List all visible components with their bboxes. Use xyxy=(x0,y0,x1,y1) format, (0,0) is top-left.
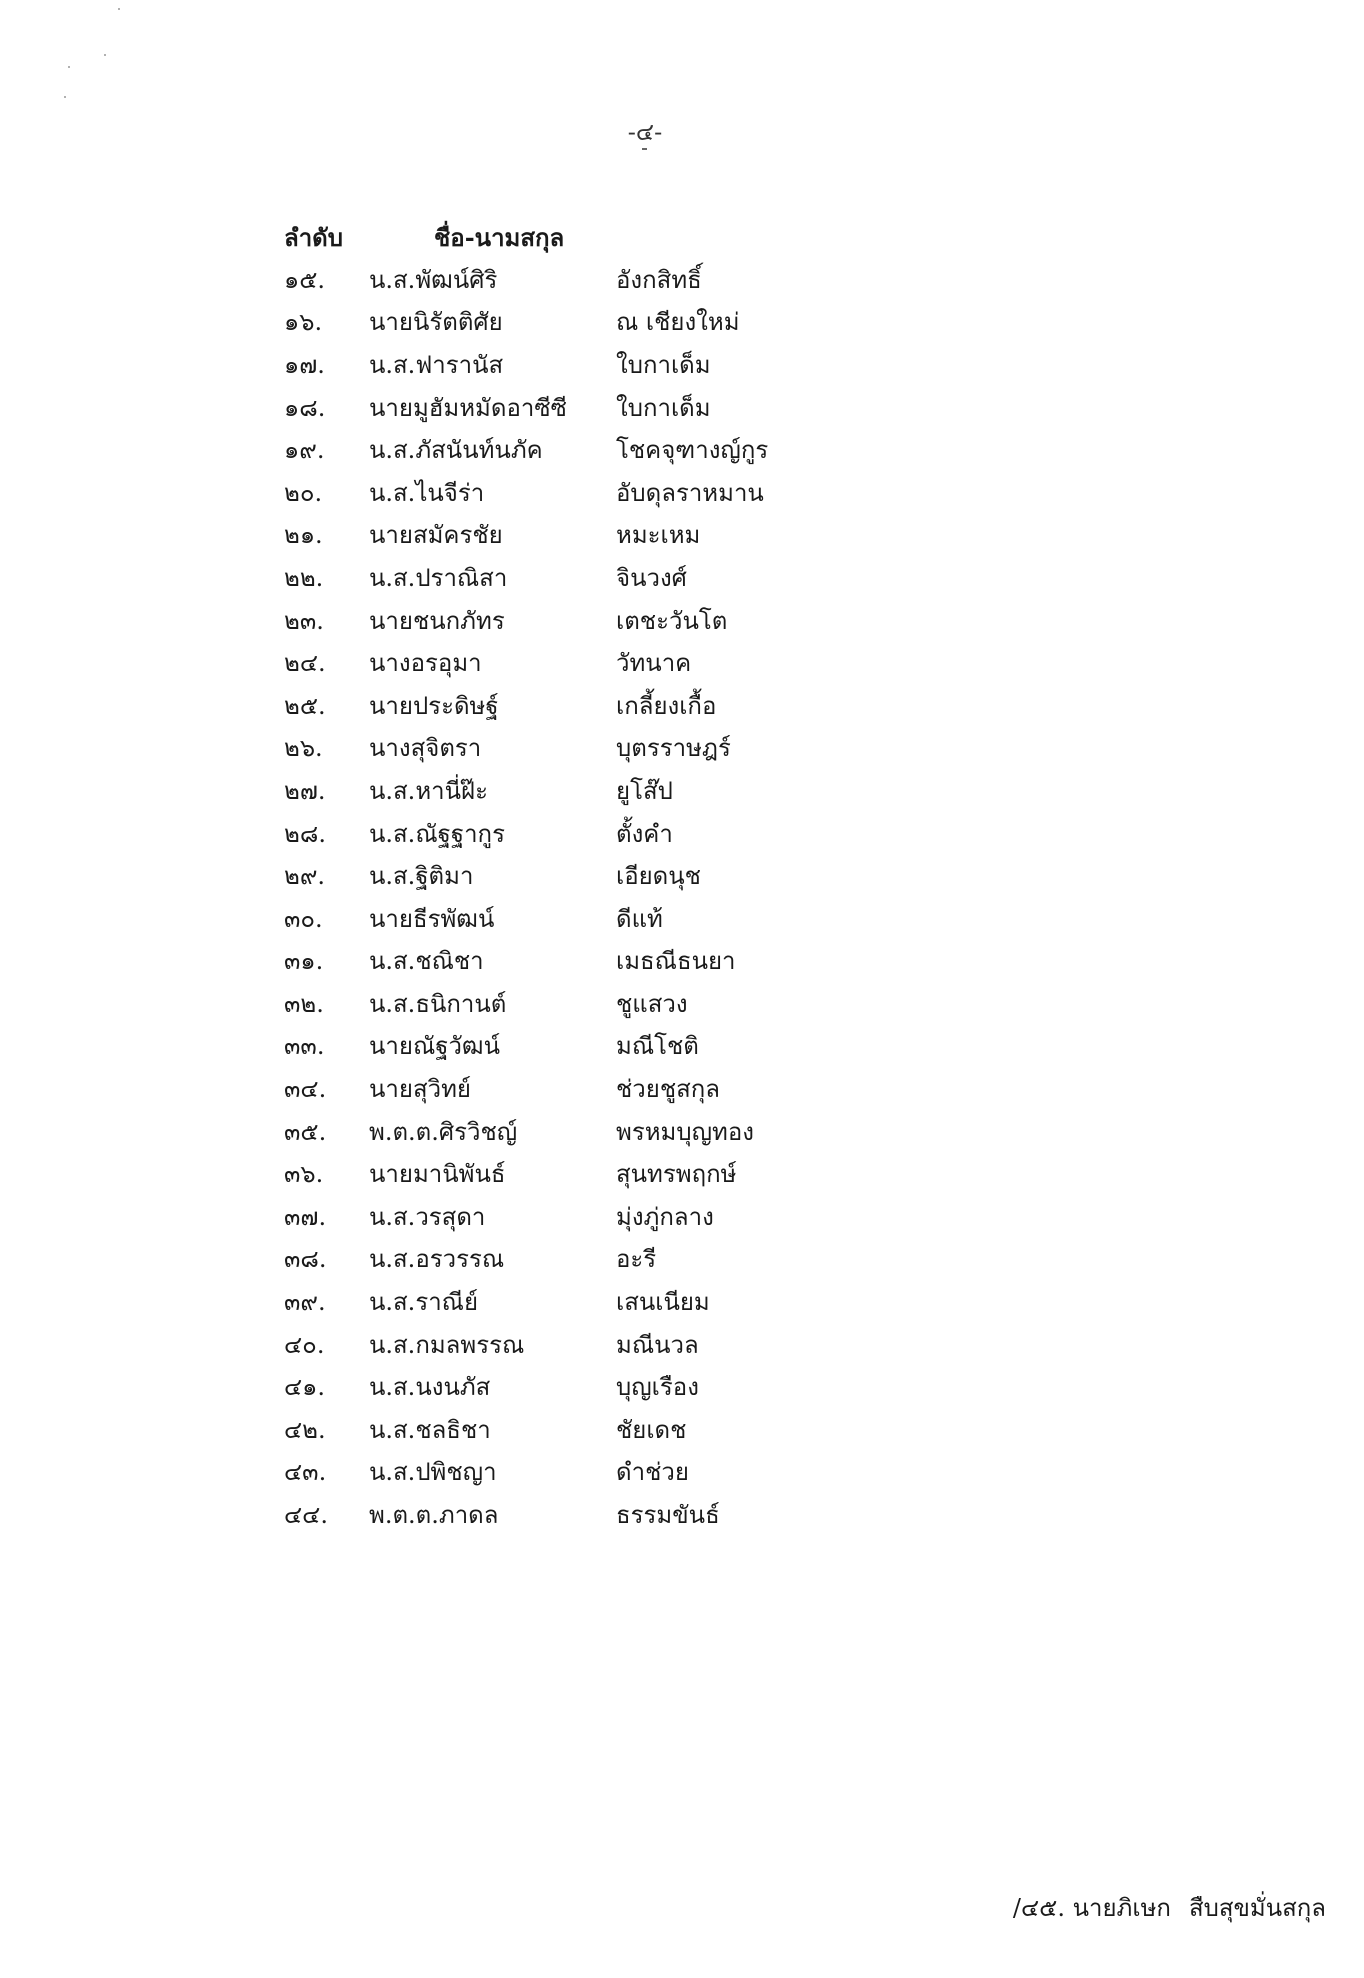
first-name: น.ส.ปพิชญา xyxy=(369,1458,497,1487)
roster-row xyxy=(280,301,920,344)
roster-row xyxy=(280,1280,920,1323)
last-name: อังกสิทธิ์ xyxy=(616,265,702,294)
order-number: ๒๙. xyxy=(284,862,326,891)
name-roster xyxy=(280,216,920,1536)
order-number: ๒๘. xyxy=(284,819,326,848)
last-name: ตั้งคำ xyxy=(616,819,673,848)
first-name: น.ส.ชลธิชา xyxy=(369,1415,491,1444)
order-number: ๔๔. xyxy=(284,1501,328,1530)
order-number: ๓๓. xyxy=(284,1032,325,1061)
first-name: นางอรอุมา xyxy=(369,649,482,678)
first-name: น.ส.ไนจีร่า xyxy=(369,478,485,507)
order-number: ๑๗. xyxy=(284,350,325,379)
order-number: ๒๐. xyxy=(284,478,323,507)
first-name: น.ส.ชณิชา xyxy=(369,947,484,976)
roster-row xyxy=(280,1110,920,1153)
last-name: สุนทรพฤกษ์ xyxy=(616,1160,737,1189)
order-number: ๓๕. xyxy=(284,1117,327,1146)
roster-row xyxy=(280,514,920,557)
last-name: ดำช่วย xyxy=(616,1458,689,1487)
first-name: น.ส.ราณีย์ xyxy=(369,1288,479,1317)
last-name: โชคจุฑางญ์กูร xyxy=(616,436,769,465)
last-name: ใบกาเด็ม xyxy=(616,350,711,379)
roster-row xyxy=(280,727,920,770)
order-number: ๓๔. xyxy=(284,1075,327,1104)
order-number: ๒๕. xyxy=(284,691,326,720)
first-name: น.ส.พัฒน์ศิริ xyxy=(369,265,498,294)
order-number: ๓๖. xyxy=(284,1160,324,1189)
order-number: ๒๑. xyxy=(284,521,323,550)
roster-row xyxy=(280,684,920,727)
continuation-first-name: นายภิเษก xyxy=(1072,1894,1171,1922)
header-name-label: ชื่อ-นามสกุล xyxy=(434,222,565,252)
roster-row xyxy=(280,599,920,642)
next-page-continuation xyxy=(1013,1888,1326,1927)
first-name: น.ส.ภัสนันท์นภัค xyxy=(369,436,543,465)
last-name: พรหมบุญทอง xyxy=(616,1117,754,1146)
order-number: ๒๒. xyxy=(284,563,324,592)
scan-speck xyxy=(64,96,66,98)
continuation-last-name: สืบสุขมั่นสกุล xyxy=(1188,1894,1326,1922)
order-number: ๓๙. xyxy=(284,1288,326,1317)
first-name: น.ส.กมลพรรณ xyxy=(369,1330,525,1359)
last-name: บุญเรือง xyxy=(616,1373,699,1402)
last-name: อะรี xyxy=(616,1245,657,1274)
roster-row xyxy=(280,854,920,897)
order-number: ๑๕. xyxy=(284,265,326,294)
last-name: ธรรมขันธ์ xyxy=(616,1501,720,1530)
first-name: นายชนกภัทร xyxy=(369,606,505,635)
continuation-number: /๔๕. xyxy=(1012,1894,1065,1922)
first-name: นายสุวิทย์ xyxy=(369,1075,471,1104)
last-name: ใบกาเด็ม xyxy=(616,393,711,422)
first-name: นายนิรัตติศัย xyxy=(369,308,503,337)
first-name: นายธีรพัฒน์ xyxy=(369,904,495,933)
order-number: ๑๘. xyxy=(284,393,326,422)
last-name: ณ เชียงใหม่ xyxy=(616,308,740,337)
last-name: ดีแท้ xyxy=(616,904,663,933)
scan-speck xyxy=(68,66,70,68)
roster-row xyxy=(280,1025,920,1068)
first-name: น.ส.ธนิกานต์ xyxy=(369,989,507,1018)
roster-row xyxy=(280,1067,920,1110)
order-number: ๓๐. xyxy=(284,904,323,933)
last-name: มณีโชติ xyxy=(616,1032,699,1061)
last-name: เตชะวันโต xyxy=(616,606,728,635)
first-name: น.ส.อรวรรณ xyxy=(369,1245,505,1274)
last-name: เมธณีธนยา xyxy=(616,947,736,976)
last-name: ชัยเดช xyxy=(616,1415,687,1444)
roster-row xyxy=(280,258,920,301)
last-name: เสนเนียม xyxy=(616,1288,710,1317)
first-name: นายสมัครชัย xyxy=(369,521,503,550)
roster-row xyxy=(280,641,920,684)
roster-rows xyxy=(280,258,920,1536)
roster-row xyxy=(280,1365,920,1408)
roster-row xyxy=(280,428,920,471)
last-name: มณีนวล xyxy=(616,1330,699,1359)
roster-row xyxy=(280,386,920,429)
order-number: ๔๑. xyxy=(284,1373,326,1402)
roster-row xyxy=(280,1408,920,1451)
last-name: บุตรราษฎร์ xyxy=(616,734,731,763)
first-name: น.ส.วรสุดา xyxy=(369,1202,486,1231)
first-name: น.ส.ฟารานัส xyxy=(369,350,504,379)
order-number: ๒๗. xyxy=(284,776,326,805)
roster-row xyxy=(280,1451,920,1494)
last-name: ยูโส๊ป xyxy=(616,776,673,805)
order-number: ๑๖. xyxy=(284,308,323,337)
last-name: อับดุลราหมาน xyxy=(616,478,764,507)
last-name: หมะเหม xyxy=(616,521,701,550)
roster-row xyxy=(280,940,920,983)
roster-row xyxy=(280,812,920,855)
roster-row xyxy=(280,343,920,386)
roster-row xyxy=(280,556,920,599)
first-name: น.ส.ณัฐฐากูร xyxy=(369,819,505,848)
first-name: น.ส.หานี่ฝ๊ะ xyxy=(369,776,488,805)
scan-speck xyxy=(118,8,120,10)
roster-header xyxy=(280,216,920,258)
order-number: ๒๔. xyxy=(284,649,326,678)
last-name: จินวงศ์ xyxy=(616,563,687,592)
order-number: ๒๓. xyxy=(284,606,324,635)
roster-row xyxy=(280,1493,920,1536)
first-name: นายมานิพันธ์ xyxy=(369,1160,506,1189)
scan-speck xyxy=(104,54,106,56)
last-name: ช่วยชูสกุล xyxy=(616,1075,721,1104)
header-order-label: ลำดับ xyxy=(284,222,344,252)
order-number: ๒๖. xyxy=(284,734,323,763)
first-name: น.ส.ปราณิสา xyxy=(369,563,508,592)
first-name: พ.ต.ต.ศิรวิชญ์ xyxy=(369,1117,518,1146)
order-number: ๓๑. xyxy=(284,947,324,976)
page-number-underline xyxy=(642,148,647,150)
order-number: ๓๗. xyxy=(284,1202,327,1231)
roster-row xyxy=(280,897,920,940)
roster-row xyxy=(280,982,920,1025)
order-number: ๔๓. xyxy=(284,1458,327,1487)
first-name: นางสุจิตรา xyxy=(369,734,482,763)
roster-row xyxy=(280,1323,920,1366)
order-number: ๔๒. xyxy=(284,1415,326,1444)
last-name: ชูแสวง xyxy=(616,989,688,1018)
roster-row xyxy=(280,471,920,514)
roster-row xyxy=(280,1152,920,1195)
first-name: น.ส.นงนภัส xyxy=(369,1373,491,1402)
order-number: ๑๙. xyxy=(284,436,325,465)
first-name: พ.ต.ต.ภาดล xyxy=(369,1501,499,1530)
last-name: เอียดนุช xyxy=(616,862,701,891)
last-name: วัทนาค xyxy=(616,649,692,678)
first-name: นายมูฮัมหมัดอาซีซี xyxy=(369,393,567,422)
roster-row xyxy=(280,769,920,812)
last-name: มุ่งภู่กลาง xyxy=(616,1202,714,1231)
last-name: เกลี้ยงเกื้อ xyxy=(616,691,717,720)
first-name: นายณัฐวัฒน์ xyxy=(369,1032,501,1061)
roster-row xyxy=(280,1195,920,1238)
roster-row xyxy=(280,1238,920,1281)
order-number: ๓๘. xyxy=(284,1245,327,1274)
page-number: -๔- xyxy=(627,118,663,146)
first-name: นายประดิษฐ์ xyxy=(369,691,499,720)
first-name: น.ส.ฐิติมา xyxy=(369,862,474,891)
order-number: ๔๐. xyxy=(284,1330,325,1359)
order-number: ๓๒. xyxy=(284,989,324,1018)
